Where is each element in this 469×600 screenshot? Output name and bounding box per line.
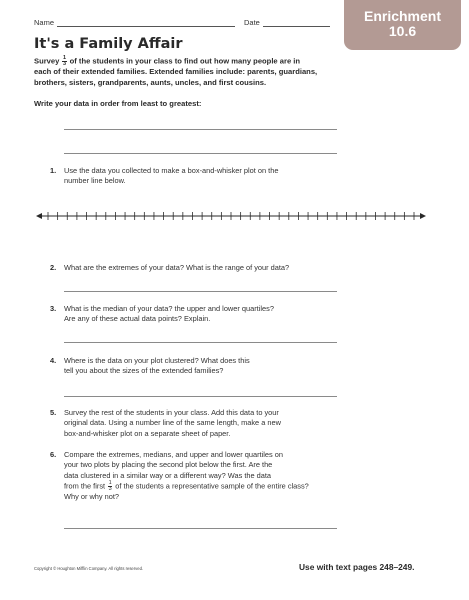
fraction-numerator: 1 [108,480,112,487]
question-text [64,450,309,503]
question-6 [50,450,420,503]
question-text [64,408,281,439]
question-number: 1. [50,166,57,175]
question-4 [50,356,420,377]
question-line: Survey the rest of the students in your class. Add this data to your [64,408,279,417]
name-field[interactable] [57,26,235,27]
text-pages-reference: Use with text pages 248–249. [299,562,415,572]
question-number: 5. [50,408,57,417]
question-line: tell you about the sizes of the extended families? [64,366,224,376]
question-line: Why or why not? [64,492,120,502]
question-line: data clustered in a similar way or a different way? Was the data [64,470,272,480]
question-1 [50,166,420,187]
answer-line-q6[interactable] [64,528,337,529]
intro-line-3: brothers, sisters, grandparents, aunts, uncles, and first cousins. [34,77,267,87]
date-field[interactable] [263,26,330,27]
fraction-denominator: 3 [62,61,67,67]
question-line-with-fraction [64,481,309,492]
right-arrow-icon [420,213,426,219]
intro-text-start: Survey [34,56,60,66]
question-line: original data. Using a number line of the same length, make a new [64,418,281,428]
intro-paragraph [34,56,434,88]
one-third-fraction [108,481,112,492]
name-label: Name [34,18,55,27]
question-2 [50,263,420,273]
question-line: What are the extremes of your data? What is the range of your data? [64,263,290,272]
question-line: Where is the data on your plot clustered? What does this [64,356,250,365]
copyright-notice: Copyright © Houghton Mifflin Company. All rights reserved. [34,566,144,571]
question-line: your two plots by placing the second plot below the first. Are the [64,460,273,470]
one-third-fraction [62,56,66,67]
data-answer-line-2[interactable] [64,153,337,154]
question-number: 2. [50,263,57,272]
question-number: 4. [50,356,57,365]
date-label: Date [244,18,260,27]
answer-line-q2[interactable] [64,291,337,292]
badge-title: Enrichment [363,8,441,24]
question-line: What is the median of your data? the upper and lower quartiles? [64,304,274,313]
left-arrow-icon [36,213,42,219]
data-answer-line-1[interactable] [64,129,337,130]
question-text [64,304,274,325]
number-line[interactable] [36,206,426,226]
question-text-start: from the first [64,481,106,491]
intro-text-end: of the students in your class to find out how many people are in [69,56,301,66]
question-text [64,263,289,273]
question-line: box-and-whisker plot on a separate sheet of paper. [64,428,231,438]
question-text [64,166,278,187]
data-instruction: Write your data in order from least to greatest: [34,99,202,108]
question-line: Use the data you collected to make a box-and-whisker plot on the [64,166,279,175]
answer-line-q4[interactable] [64,396,337,397]
question-5 [50,408,420,439]
question-line: Are any of these actual data points? Explain. [64,314,211,324]
question-text [64,356,250,377]
question-line: number line below. [64,176,126,186]
question-number: 3. [50,304,57,313]
fraction-numerator: 1 [62,55,67,61]
question-text-end: of the students a representative sample of the entire class? [115,481,309,491]
intro-line-2: each of their extended families. Extended families include: parents, guardians, [34,67,318,77]
badge-number: 10.6 [388,23,417,39]
answer-line-q3[interactable] [64,342,337,343]
question-3 [50,304,420,325]
page-title: It's a Family Affair [34,36,183,52]
intro-line-1 [34,56,434,67]
question-line: Compare the extremes, medians, and upper and lower quartiles on [64,450,283,459]
fraction-denominator: 3 [108,486,112,493]
question-number: 6. [50,450,57,459]
enrichment-badge [344,0,461,50]
